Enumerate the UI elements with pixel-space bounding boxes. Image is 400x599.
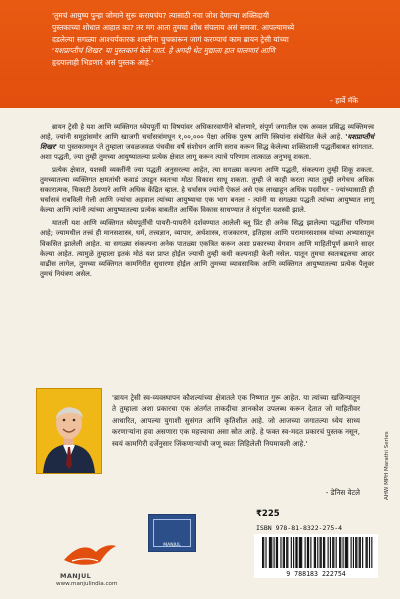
barcode-bar — [310, 537, 311, 568]
barcode-bar — [274, 537, 275, 568]
description-text — [40, 122, 374, 282]
barcode-bar — [297, 537, 298, 568]
barcode-bar — [280, 537, 281, 568]
series-side-text: AHW MPH Marathi Series — [384, 431, 390, 500]
author-portrait-icon — [37, 389, 101, 473]
barcode-bar — [300, 537, 301, 568]
barcode-bar — [351, 537, 352, 568]
barcode-bar — [293, 537, 294, 568]
barcode-graphic — [254, 534, 378, 578]
barcode-bar — [271, 537, 272, 568]
publisher-name: MANJUL — [60, 572, 92, 580]
top-quote-line: पुस्तकाच्या शोधात आहात का? तर मग आता तुमचा शोध संपलाय असं समजा. आपल्यामध्ये — [52, 22, 295, 32]
barcode-bar — [262, 537, 263, 568]
barcode-bar — [339, 537, 340, 568]
barcode-bar — [299, 537, 300, 568]
description-paragraph: यातली यश आणि व्यक्तिगत ध्येयपूर्तीची पायरी-पायरीने दर्शवण्यात आलेली ब्लू प्रिंट ही अनेक सिद्ध झालेल्या पद्धतींचा परिणाम आहे; ज्यामधील तत्त्वं ही मानसशास्त्र, धर्म, तत्त्वज्ञान, व्यापार, अर्थशास्त्र, राजकारण, इतिहास आणि परामानसशास्त्र यांच्या अभ्यासातून विकसित झालेली आहेत. या सगळ्या संकल्पना अनेक पातळ्या एकत्रित करून अशा प्रकारच्या वेगवान आणि माहितीपूर्ण क्रमाने सादर केल्या आहेत. त्यामुळे तुम्हाला इतकं मोठं यश प्राप्त होईल ज्याची तुम्ही कधी कल्पनाही केली नसेल. यातून तुमचा स्वतःबद्दलचा आदर वाढीस लागेल, तुमच्या व्यक्तिगत कामगिरीत सुधारणा होईल आणि तुमच्या व्यावसायिक आणि व्यक्तिगत आयुष्यातल्या प्रत्येक पैलूवर तुमचं नियंत्रण असेल. — [40, 219, 374, 278]
barcode-bar — [265, 537, 266, 568]
barcode-bar — [366, 537, 367, 568]
description-paragraph — [40, 122, 374, 162]
barcode-bar — [367, 537, 368, 568]
barcode-icon — [254, 534, 378, 578]
barcode-bar — [328, 537, 329, 568]
barcode-bar — [287, 537, 288, 568]
barcode-bar — [369, 537, 370, 568]
barcode-bar — [321, 537, 322, 568]
barcode-bar — [330, 537, 331, 568]
barcode-bar — [320, 537, 321, 568]
barcode-bar — [371, 537, 372, 568]
top-quote-line: 'तुमचं आयुष्य पुन्हा जोमाने सुरू करायचंय? त्यासाठी नवा जोश देणाऱ्या शक्तिदायी — [52, 11, 270, 20]
barcode-bar — [340, 537, 341, 568]
paragraph-text: या पुस्तकामधून ते तुम्हाला जवळजवळ पंचवीस वर्षे संशोधन आणि सराव करून सिद्ध केलेल्या शक्तिशाली पद्धतींबाबत सांगतात. अशा पद्धती, ज्या तुम्ही तुमच्या आयुष्यातल्या प्रत्येक क्षेत्रात लागू करून त्याचे परिणाम तात्काळ अनुभवू शकता. — [40, 143, 374, 162]
barcode-bar — [269, 537, 270, 568]
badge-label: MANJUL — [163, 543, 181, 548]
barcode-bar — [263, 537, 264, 568]
top-quote — [52, 10, 368, 69]
barcode-bar — [356, 537, 357, 568]
barcode-bar — [343, 537, 344, 568]
barcode-bar — [324, 537, 325, 568]
top-quote-line: दडलेल्या सगळ्या आश्चर्यकारक शक्तींना चुचकारून जागं करण्याचं काम ब्रायन ट्रेसी यांच्या — [52, 34, 289, 44]
barcode-bar — [286, 537, 287, 568]
barcode-bar — [347, 537, 348, 568]
bottom-quote: 'ब्रायन ट्रेसी स्व-व्यवस्थापन कौशल्यांच्या क्षेत्रातले एक निष्णात गुरू आहेत. या त्यांच्या खजिन्यातून ते तुम्हाला अशा प्रकारचा एक अंतर्गत ताकदीचा ज्ञानकोश उपलब्ध करून देतात जो माहितीवर आधारित, आपल्या युगाशी सुसंगत आणि कृतिशील आहे. जो आजच्या जगातल्या ध्येय साध्य करणाऱ्यांना हवा असणारा एक महत्त्वाचा असा स्रोत आहे. हे फक्त स्व-मदत प्रकारचं पुस्तक नसून, स्वयं कामगिरी दर्जेनुसार जिंकणाऱ्यांची जणू स्वतः लिहिलेली नियमावली आहे.' — [112, 393, 360, 448]
barcode-bar — [314, 537, 315, 568]
publisher-bird-icon — [58, 536, 118, 574]
barcode-bar — [283, 537, 284, 568]
barcode-bar — [345, 537, 346, 568]
barcode-bar — [270, 537, 271, 568]
barcode-bar — [291, 537, 292, 568]
barcode-bar — [336, 537, 337, 568]
barcode-bar — [295, 537, 296, 568]
top-quote-author: - हार्वे मॅके — [330, 96, 358, 105]
barcode-bar — [360, 537, 361, 568]
barcode-bar — [277, 537, 278, 568]
paragraph-text: ब्रायन ट्रेसी हे यश आणि व्यक्तिगत ध्येयपूर्ती या विषयांवर अधिकारवाणीने बोलणारे, संपूर्ण जगातील एक अव्वल प्रसिद्ध व्यक्तिमत्त्व आहे, ज्यांनी समूहांसमोर आणि खाजगी चर्चासत्रांमधून १,००,००० पेक्षा अधिक पुरुष आणि स्त्रियांना संबोधित केले आहे. — [40, 123, 374, 142]
barcode-bar — [305, 537, 306, 568]
barcode-bar — [346, 537, 347, 568]
barcode-bar — [317, 537, 318, 568]
barcode-bar — [323, 537, 324, 568]
price-label: ₹225 — [256, 509, 280, 519]
barcode-bar — [308, 537, 309, 568]
barcode-bar — [307, 537, 308, 568]
barcode-bar — [315, 537, 316, 568]
author-portrait — [36, 388, 102, 474]
description-paragraph: प्रत्येक क्षेत्रात, यशस्वी व्यक्तींनी ज्या पद्धती अनुसरल्या आहेत, त्या सगळ्या कल्पना आणि पद्धती, संकल्पना तुम्ही शिकू शकता. तुमच्यातल्या व्यक्तिगत क्षमतांची कवाडं उघडून स्वतःचा मोठा विकास साधू शकता. तुम्ही जे काही करता त्यात तुम्ही लगेचच अधिक सकारात्मक, चिकाटी ठेवणारे आणि अधिक केंद्रित व्हाल. हे चर्चासत्र ज्यांनी ऐकलं असे एक लाखाहून अधिक पदवीधर - ज्यांच्यासाठी ही चर्चासत्रं राबविली गेली आणि ज्यांचा अहवाल त्यांच्या आयुष्याचा एक भाग बनला - त्यांनी या सगळ्या पद्धती त्यांच्या आयुष्यात लागू केल्या आणि त्यांनी त्यांच्या आयुष्यातल्या प्रत्येक बाबतीत आर्थिक विकास साधण्यात ते संपूर्णतः यशस्वी झाले. — [40, 166, 374, 215]
barcode-bar — [333, 537, 334, 568]
publisher-badge-icon — [148, 514, 196, 552]
publisher-url[interactable]: www.manjulindia.com — [56, 581, 118, 587]
barcode-bar — [276, 537, 277, 568]
top-quote-line: 'यशप्राप्तीचं शिखर' या पुस्तकानं केले जातं. हे अगदी थेट मुद्याला हात घालणारं आणि — [52, 46, 275, 56]
barcode-bar — [353, 537, 354, 568]
barcode-bar — [332, 537, 333, 568]
barcode-bar — [284, 537, 285, 568]
barcode-bar — [355, 537, 356, 568]
barcode-bar — [362, 537, 363, 568]
barcode-digits: 9 788183 222754 — [286, 570, 346, 578]
top-quote-band — [0, 0, 400, 108]
book-title: 'यशप्राप्तीचं शिखर' — [40, 133, 374, 152]
isbn-label: ISBN 978-81-8322-275-4 — [256, 524, 343, 532]
top-quote-line: हृदयालाही भिडणारं असं पुस्तक आहे.' — [52, 58, 154, 68]
barcode-bar — [359, 537, 360, 568]
barcode-bar — [301, 537, 302, 568]
bird-logo-icon — [58, 536, 118, 574]
bottom-quote-author: - डेनिस वेटले — [325, 488, 360, 497]
